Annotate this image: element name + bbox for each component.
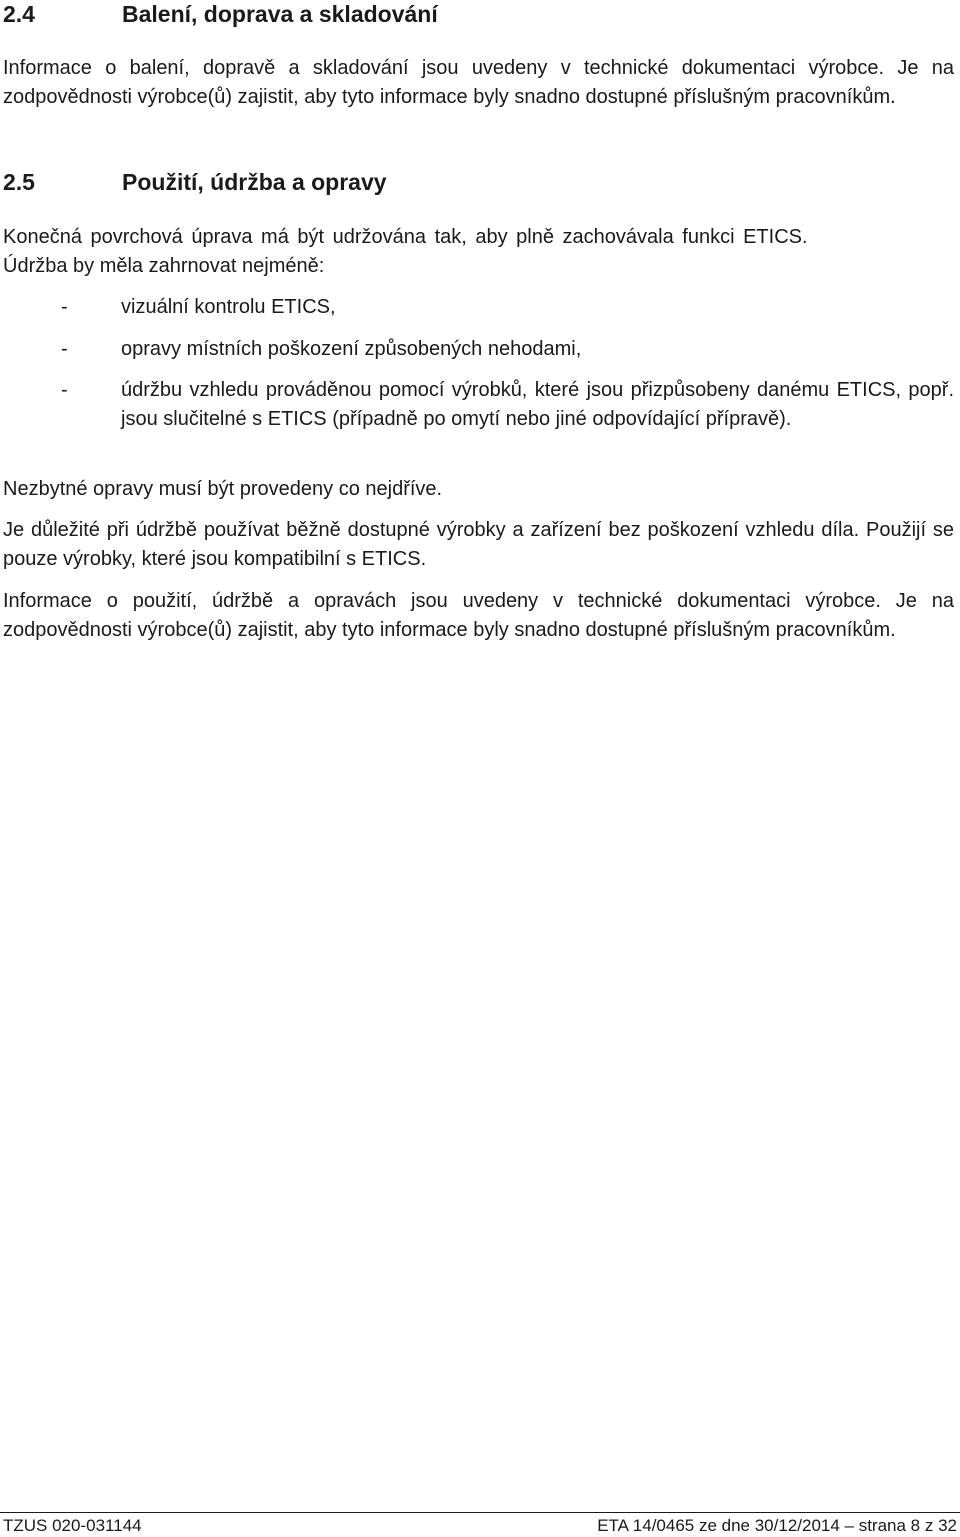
section-number: 2.4 xyxy=(3,1,35,27)
footer-document-id: TZUS 020-031144 xyxy=(3,1516,142,1535)
section-number: 2.5 xyxy=(3,169,35,195)
list-item-text: opravy místních poškození způsobených nehodami, xyxy=(121,338,582,360)
list-item-text: údržbu vzhledu prováděnou pomocí výrobků, které jsou přizpůsobeny danému ETICS, popř. jsou slučitelné s ETICS (případně po omytí nebo jiné odpovídající přípravě). xyxy=(121,379,954,430)
section-2-4-paragraph: Informace o balení, dopravě a skladování jsou uvedeny v technické dokumentaci výrobce. Je na zodpovědnosti výrobce(ů) zajistit, aby tyto informace byly snadno dostupné příslušným pracovníkům. xyxy=(3,57,954,108)
section-2-5-paragraph-2: Nezbytné opravy musí být provedeny co nejdříve. xyxy=(3,478,443,500)
section-2-5-paragraph-4: Informace o použití, údržbě a opravách jsou uvedeny v technické dokumentaci výrobce. Je na zodpovědnosti výrobce(ů) zajistit, aby tyto informace byly snadno dostupné příslušným pracovníkům. xyxy=(3,590,954,641)
section-heading-2-4 xyxy=(3,0,438,28)
list-dash: - xyxy=(61,296,68,318)
list-dash: - xyxy=(61,338,68,360)
footer-page-info: ETA 14/0465 ze dne 30/12/2014 – strana 8 z 32 xyxy=(597,1516,957,1535)
section-2-5-paragraph-line-1: Konečná povrchová úprava má být udržována tak, aby plně zachovávala funkci ETICS. xyxy=(3,226,808,248)
section-title: Použití, údržba a opravy xyxy=(122,169,387,195)
section-title: Balení, doprava a skladování xyxy=(122,1,438,27)
section-2-5-paragraph-line-2: Údržba by měla zahrnovat nejméně: xyxy=(3,255,325,277)
section-2-5-paragraph-3: Je důležité při údržbě používat běžně dostupné výrobky a zařízení bez poškození vzhledu díla. Použijí se pouze výrobky, které jsou kompatibilní s ETICS. xyxy=(3,519,954,570)
list-dash: - xyxy=(61,379,68,401)
footer-divider xyxy=(0,1512,960,1513)
section-heading-2-5 xyxy=(3,168,387,196)
list-item-text: vizuální kontrolu ETICS, xyxy=(121,296,336,318)
